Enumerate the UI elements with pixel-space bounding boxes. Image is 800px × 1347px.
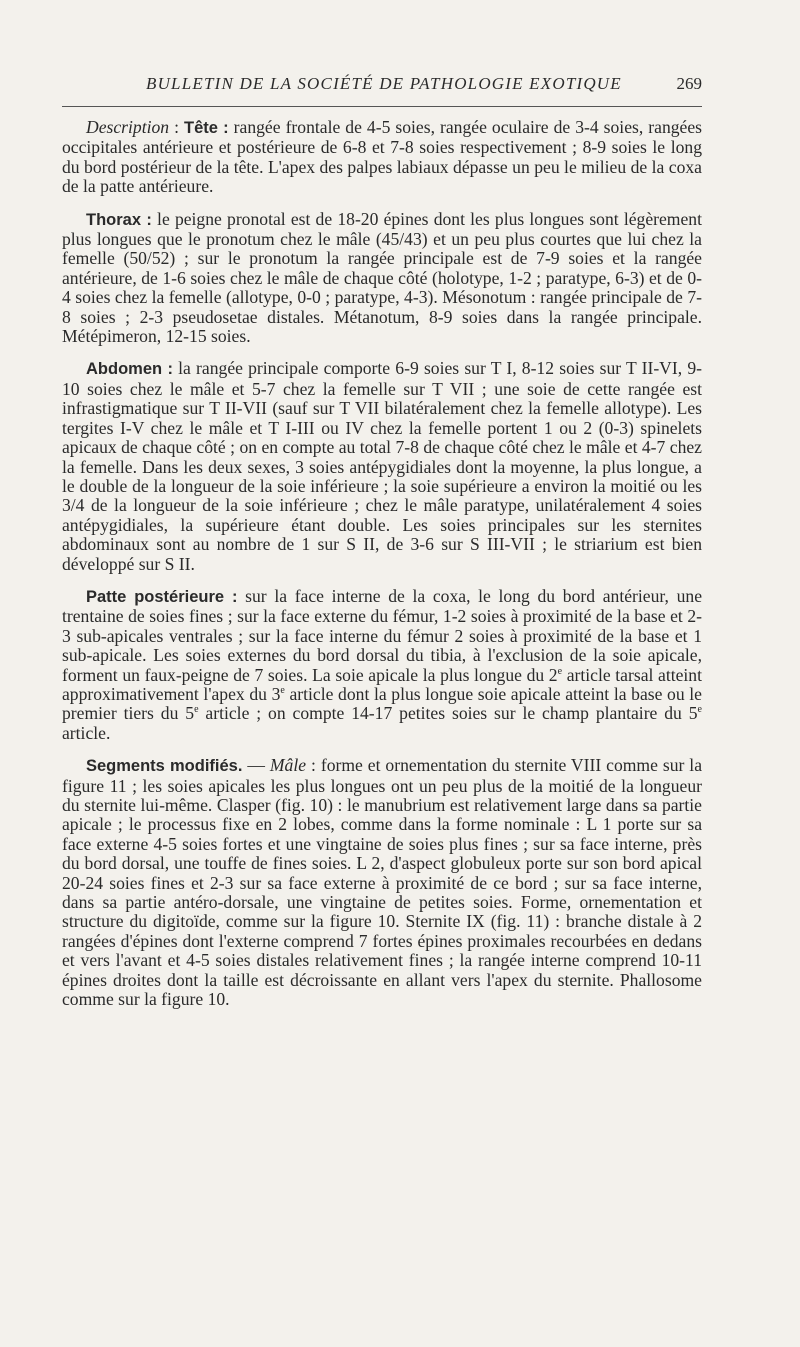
description-text: rangée frontale de 4-5 soies, rangée oculaire de 3-4 soies, rangées occipitales antérieure et postérieure de 6-8 et 7-8 soies respectivement ; 8-9 soies le long du bord postérieur de la tête. L'apex des palpes labiaux dépasse un peu le milieu de la coxa de la patte antérieure. [62, 117, 703, 197]
patte-sup-3: e [194, 704, 199, 716]
paragraph-abdomen [62, 359, 702, 573]
patte-sup-1: e [557, 665, 563, 677]
patte-text-3: article dont la plus longue soie apicale atteint la base ou le premier tiers du 5 [62, 683, 702, 724]
description-label: Description [86, 117, 170, 137]
patte-text-2: article tarsal atteint approximativement l'apex du 3 [62, 664, 702, 704]
abdomen-text: la rangée principale comporte 6-9 soies sur T I, 8-12 soies sur T II-VI, 9-10 soies chez le mâle et 5-7 chez la femelle sur T VII ; une soie de cette rangée est infrastigmatique sur T II-VII (sauf sur T VII bilatéralement chez la femelle allotype). Les tergites I-V chez le mâle et T I-III ou IV chez la femelle portent 1 ou 2 (0-3) spinelets apicaux de chaque côté ; on en compte au total 7-8 de chaque côté chez le mâle et 4-7 chez la femelle. Dans les deux sexes, 3 soies antépygidiales dont la moyenne, la plus longue, a le double de la longueur de la soie inférieure ; la soie supérieure a environ la moitié ou les 3/4 de la longueur de la soie inférieure ; chez le mâle paratype, unilatéralement 4 soies antépygidiales, la supérieure étant double. Les soies principales sur les sternites abdominaux sont au nombre de 1 sur S II, de 3-6 sur S III-VII ; le striarium est bien développé sur S II. [62, 358, 702, 574]
male-label: Mâle [269, 755, 307, 776]
paragraph-patte-posterieure [62, 587, 702, 743]
thorax-text: le peigne pronotal est de 18-20 épines dont les plus longues sont légèrement plus longues que le pronotum chez le mâle (45/43) et un peu plus courtes que lui chez la femelle (50/52) ; sur le pronotum la rangée principale est de 7-9 soies et la rangée antérieure, de 1-6 soies chez le mâle de chaque côté (holotype, 1-2 ; paratype, 6-3) et de 0-4 soies chez la femelle (allotype, 0-0 ; paratype, 4-3). Mésonotum : rangée principale de 7-8 soies ; 2-3 pseudosetae distales. Métanotum, 8-9 soies dans la rangée principale. Métépimeron, 12-15 soies. [62, 208, 702, 347]
paragraph-description [62, 118, 702, 197]
patte-label: Patte postérieure : [86, 587, 238, 606]
description-separator: : [169, 117, 185, 137]
patte-text-1: sur la face interne de la coxa, le long du bord antérieur, une trentaine de soies fines ; sur la face externe du fémur, 1-2 soies à proximité de la base et 2-3 sub-apicales ventrales ; sur la face interne du fémur 2 soies à proximité de la base et 1 sub-apicale. Les soies externes du bord dorsal du tibia, à l'exclusion de la soie apicale, forment un faux-peigne de 7 soies. La soie apicale la plus longue du 2 [62, 585, 703, 685]
paragraph-thorax [62, 210, 702, 347]
abdomen-label: Abdomen : [86, 360, 173, 379]
tete-label: Tête : [184, 119, 229, 137]
body-text [62, 118, 702, 1022]
paragraph-segments-modifies [62, 756, 702, 1009]
segments-label: Segments modifiés. [86, 757, 243, 776]
segments-text: : forme et ornementation du sternite VIII comme sur la figure 11 ; les soies apicales les plus longues ont un peu plus de la moitié de la longueur du sternite lui-même. Clasper (fig. 10) : le manubrium est relativement large dans sa partie apicale ; le processus fixe en 2 lobes, comme dans la forme nominale : L 1 porte sur sa face externe 4-5 soies fortes et une vingtaine de soies plus fines ; sur sa face interne, près du bord dorsal, une touffe de fines soies. L 2, d'aspect globuleux porte sur son bord apical 20-24 soies fines et 2-3 sur sa face externe à proximité de ce bord ; sur sa face interne, dans sa partie antéro-dorsale, une vingtaine de petites soies. Forme, ornementation et structure du digitoïde, comme sur la figure 10. Sternite IX (fig. 11) : branche distale à 2 rangées d'épines dont l'externe comprend 7 fortes épines proximales recourbées en dedans et vers l'avant et 4-5 soies distales relativement fines ; la rangée interne comprend 10-11 épines droites dont la taille est décroissante en allant vers l'apex du sternite. Phallosome comme sur la figure 10. [62, 755, 703, 1010]
thorax-label: Thorax : [86, 210, 152, 229]
running-title: BULLETIN DE LA SOCIÉTÉ DE PATHOLOGIE EXOTIQUE [146, 74, 622, 93]
page-header [62, 72, 702, 107]
patte-sup-4: e [697, 704, 702, 716]
page-number: 269 [676, 74, 702, 93]
patte-text-5: article. [62, 722, 111, 743]
patte-sup-2: e [280, 685, 285, 697]
segments-dash: — [242, 755, 270, 776]
patte-text-4: article ; on compte 14-17 petites soies sur le champ plantaire du 5 [198, 703, 698, 724]
